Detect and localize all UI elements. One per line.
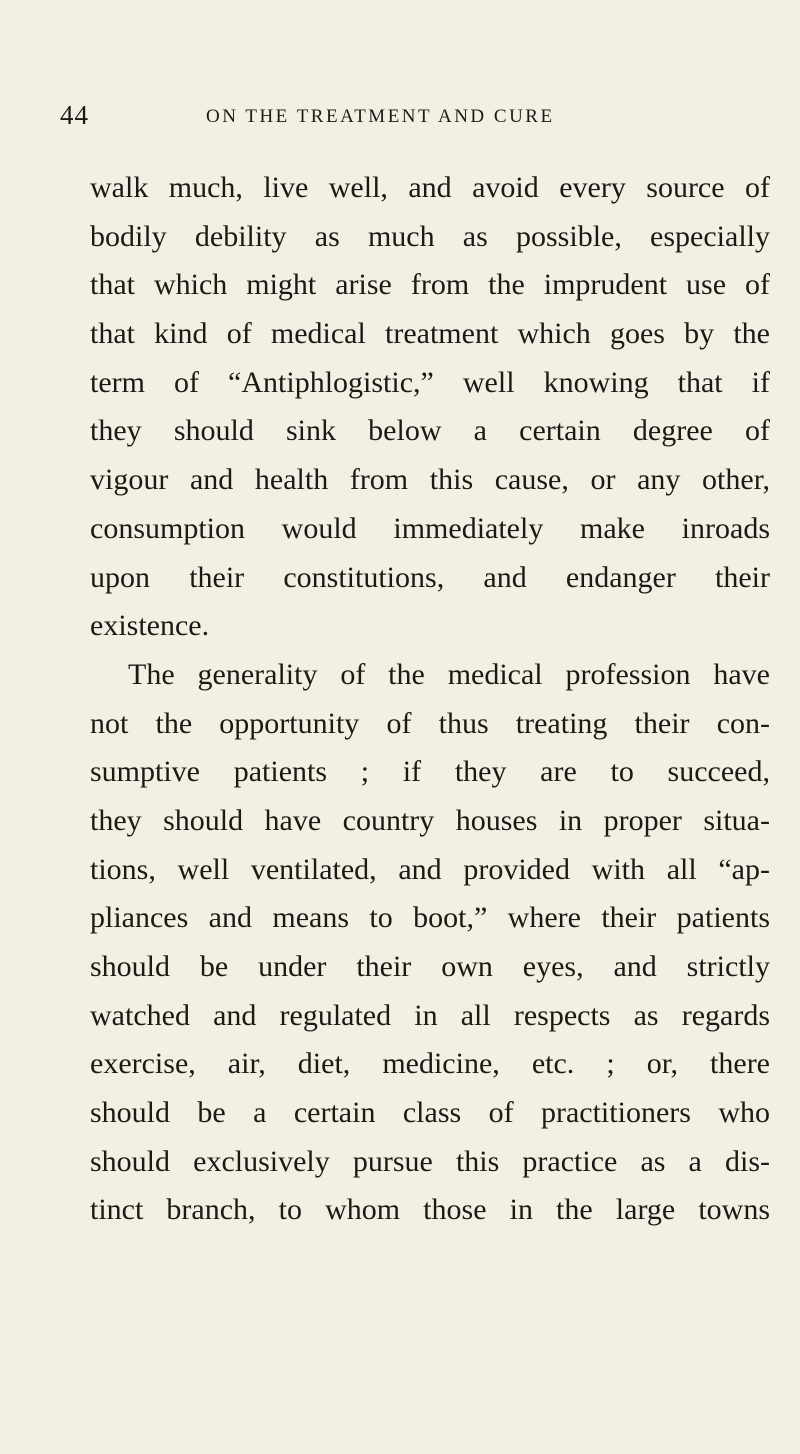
text-line: walk much, live well, and avoid every source of <box>90 171 770 204</box>
page-number: 44 <box>60 100 89 130</box>
text-line: tions, well ventilated, and provided with all “ap- <box>90 852 770 886</box>
text-line: sumptive patients ; if they are to succeed, <box>90 755 770 789</box>
text-line: tinct branch, to whom those in the large towns <box>90 1193 770 1227</box>
text-line: should be under their own eyes, and strictly <box>90 950 770 983</box>
text-line: should be a certain class of practitioners who <box>90 1096 770 1130</box>
running-head-title: ON THE TREATMENT AND CURE <box>206 106 555 127</box>
text-line: not the opportunity of thus treating their con- <box>90 706 770 740</box>
text-line: exercise, air, diet, medicine, etc. ; or, there <box>90 1047 770 1081</box>
text-line: should exclusively pursue this practice as a dis- <box>90 1144 770 1178</box>
text-line: bodily debility as much as possible, especially <box>90 219 770 253</box>
text-line: watched and regulated in all respects as regards <box>90 998 770 1032</box>
text-line: they should have country houses in proper situa- <box>90 803 770 837</box>
text-line: pliances and means to boot,” where their patients <box>90 901 770 935</box>
text-line: term of “Antiphlogistic,” well knowing that if <box>90 365 770 399</box>
text-line: they should sink below a certain degree of <box>90 414 770 448</box>
text-line: vigour and health from this cause, or any other, <box>90 463 770 497</box>
text-line: that which might arise from the imprudent use of <box>90 268 770 302</box>
running-head <box>60 100 760 140</box>
text-line: upon their constitutions, and endanger their <box>90 560 770 594</box>
text-line: consumption would immediately make inroads <box>90 511 770 545</box>
text-line: existence. <box>90 609 210 643</box>
text-line: that kind of medical treatment which goes by the <box>90 317 770 351</box>
body-text <box>90 168 770 1239</box>
paragraph-start-line: The generality of the medical profession have <box>128 657 770 691</box>
